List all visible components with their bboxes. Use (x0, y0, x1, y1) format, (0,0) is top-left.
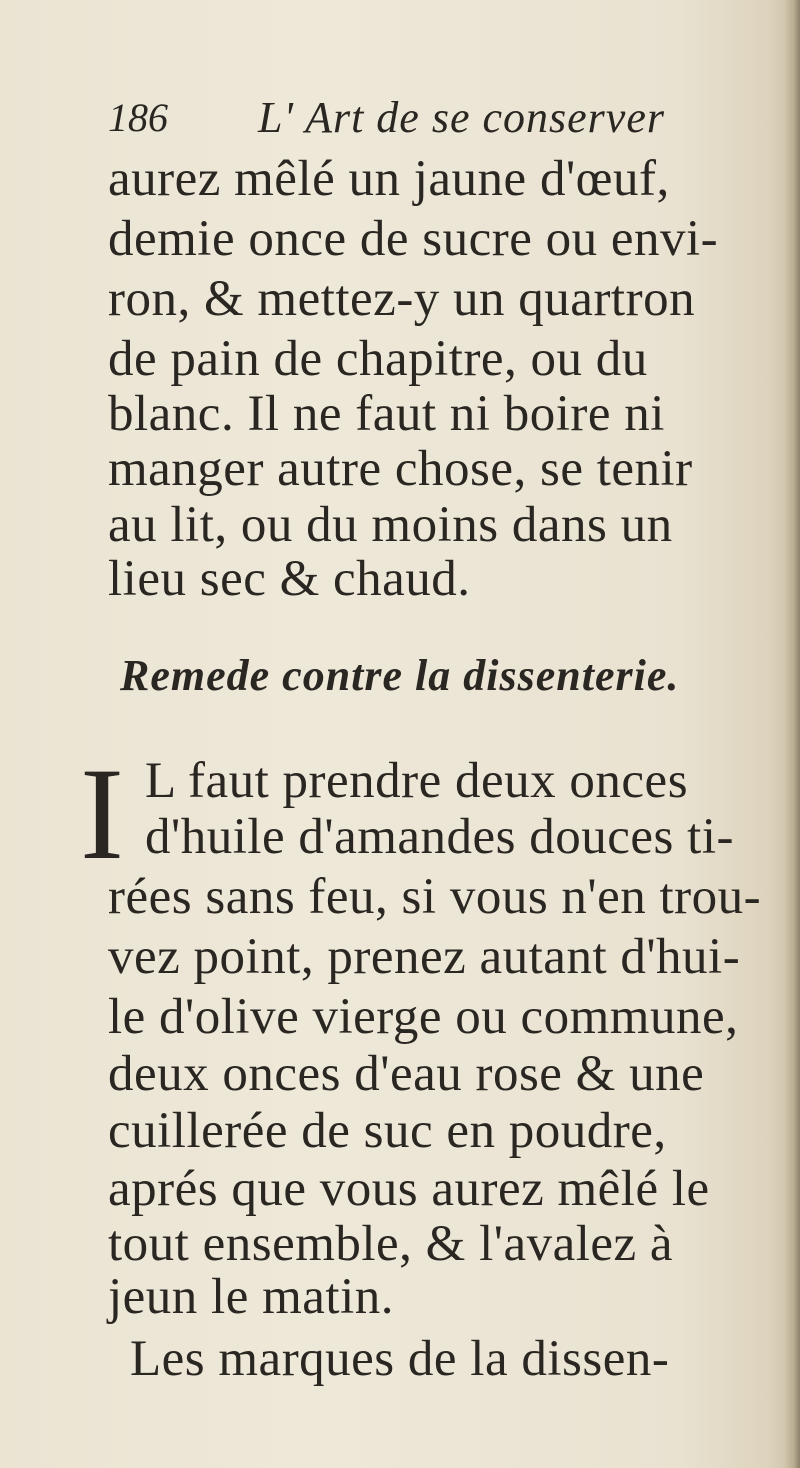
text-line: le d'olive vierge ou commune, (108, 989, 739, 1045)
text-line: jeun le matin. (108, 1269, 395, 1325)
section-title: Remede contre la dissenterie. (120, 651, 680, 700)
text-line: rées sans feu, si vous n'en trou- (108, 869, 762, 925)
text-line: cuillerée de suc en poudre, (108, 1103, 667, 1159)
text-line: deux onces d'eau rose & une (108, 1046, 705, 1102)
page-edge-shadow (784, 0, 800, 1468)
text-line: aurez mêlé un jaune d'œuf, (108, 151, 670, 207)
text-line: lieu sec & chaud. (108, 551, 471, 607)
text-line: Les marques de la dissen- (130, 1331, 670, 1387)
text-line: L faut prendre deux onces (145, 753, 689, 809)
running-title: L' Art de se conserver (258, 93, 665, 142)
text-line: de pain de chapitre, ou du (108, 331, 648, 387)
text-line: d'huile d'amandes douces ti- (145, 809, 734, 865)
text-line: tout ensemble, & l'avalez à (108, 1216, 674, 1272)
text-line: manger autre chose, se tenir (108, 441, 693, 497)
running-header (108, 92, 688, 148)
text-line: ron, & mettez-y un quartron (108, 271, 696, 327)
text-line: vez point, prenez autant d'hui- (108, 929, 741, 985)
text-line: demie once de sucre ou envi- (108, 211, 719, 267)
text-line: aprés que vous aurez mêlé le (108, 1161, 710, 1217)
text-line: au lit, ou du moins dans un (108, 497, 673, 553)
text-line: blanc. Il ne faut ni boire ni (108, 386, 665, 442)
drop-cap: I (80, 740, 124, 887)
page-number: 186 (108, 95, 168, 140)
